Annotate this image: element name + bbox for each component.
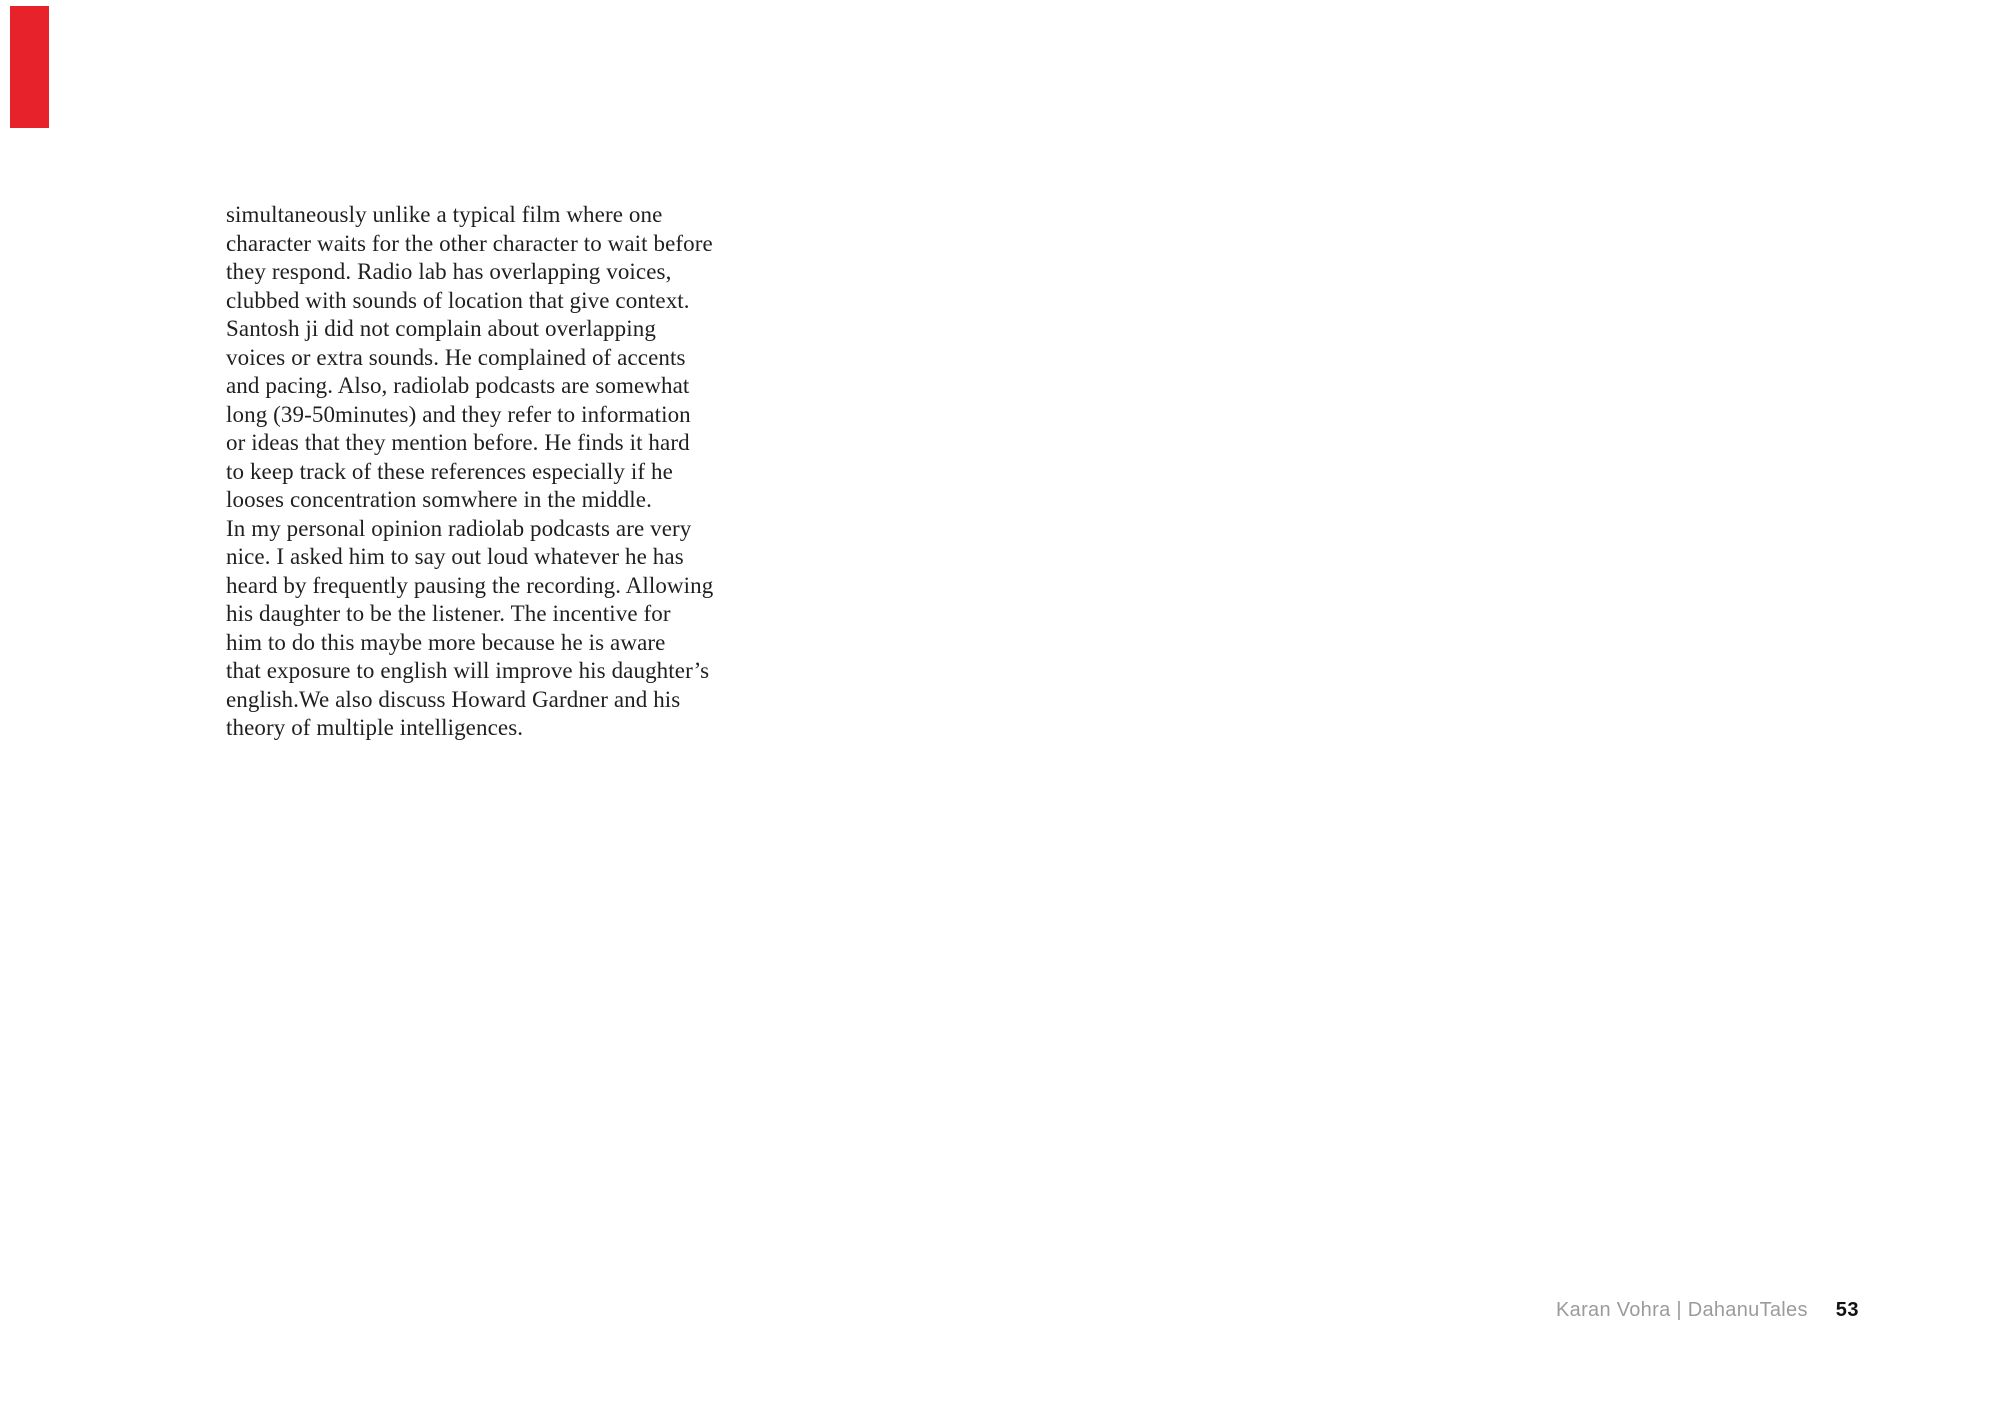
- paragraph-line: simultaneously unlike a typical film where one: [226, 202, 663, 227]
- paragraph-line: long (39-50minutes) and they refer to information: [226, 401, 691, 427]
- paragraph-line: In my personal opinion radiolab podcasts are very: [226, 515, 692, 541]
- footer-credit: Karan Vohra | DahanuTales: [1556, 1299, 1808, 1321]
- red-corner-marker: [10, 6, 49, 128]
- page-number: 53: [1835, 1299, 1859, 1321]
- paragraph-line: and pacing. Also, radiolab podcasts are somewhat: [226, 373, 690, 398]
- paragraph-line: voices or extra sounds. He complained of accents: [226, 344, 686, 370]
- paragraph-line: heard by frequently pausing the recording. Allowing: [226, 572, 714, 598]
- paragraph-line: nice. I asked him to say out loud whatever he has: [226, 544, 684, 569]
- paragraph-line: him to do this maybe more because he is aware: [226, 629, 666, 655]
- paragraph-line: his daughter to be the listener. The incentive for: [226, 601, 671, 626]
- paragraph-line: to keep track of these references especially if he: [226, 458, 673, 484]
- paragraph-line: english.We also discuss Howard Gardner and his: [226, 686, 681, 712]
- page-footer: [1556, 1298, 1859, 1322]
- paragraph-line: Santosh ji did not complain about overlapping: [226, 316, 656, 341]
- paragraph-line: or ideas that they mention before. He finds it hard: [226, 430, 690, 455]
- paragraph-line: clubbed with sounds of location that give context.: [226, 287, 690, 313]
- paragraph-line: theory of multiple intelligences.: [226, 715, 524, 740]
- paragraph-line: looses concentration somwhere in the middle.: [226, 487, 652, 512]
- paragraph-line: they respond. Radio lab has overlapping voices,: [226, 259, 672, 284]
- paragraph-line: character waits for the other character to wait before: [226, 230, 713, 256]
- paragraph-line: that exposure to english will improve his daughter’s: [226, 658, 710, 683]
- body-paragraph: [226, 201, 786, 743]
